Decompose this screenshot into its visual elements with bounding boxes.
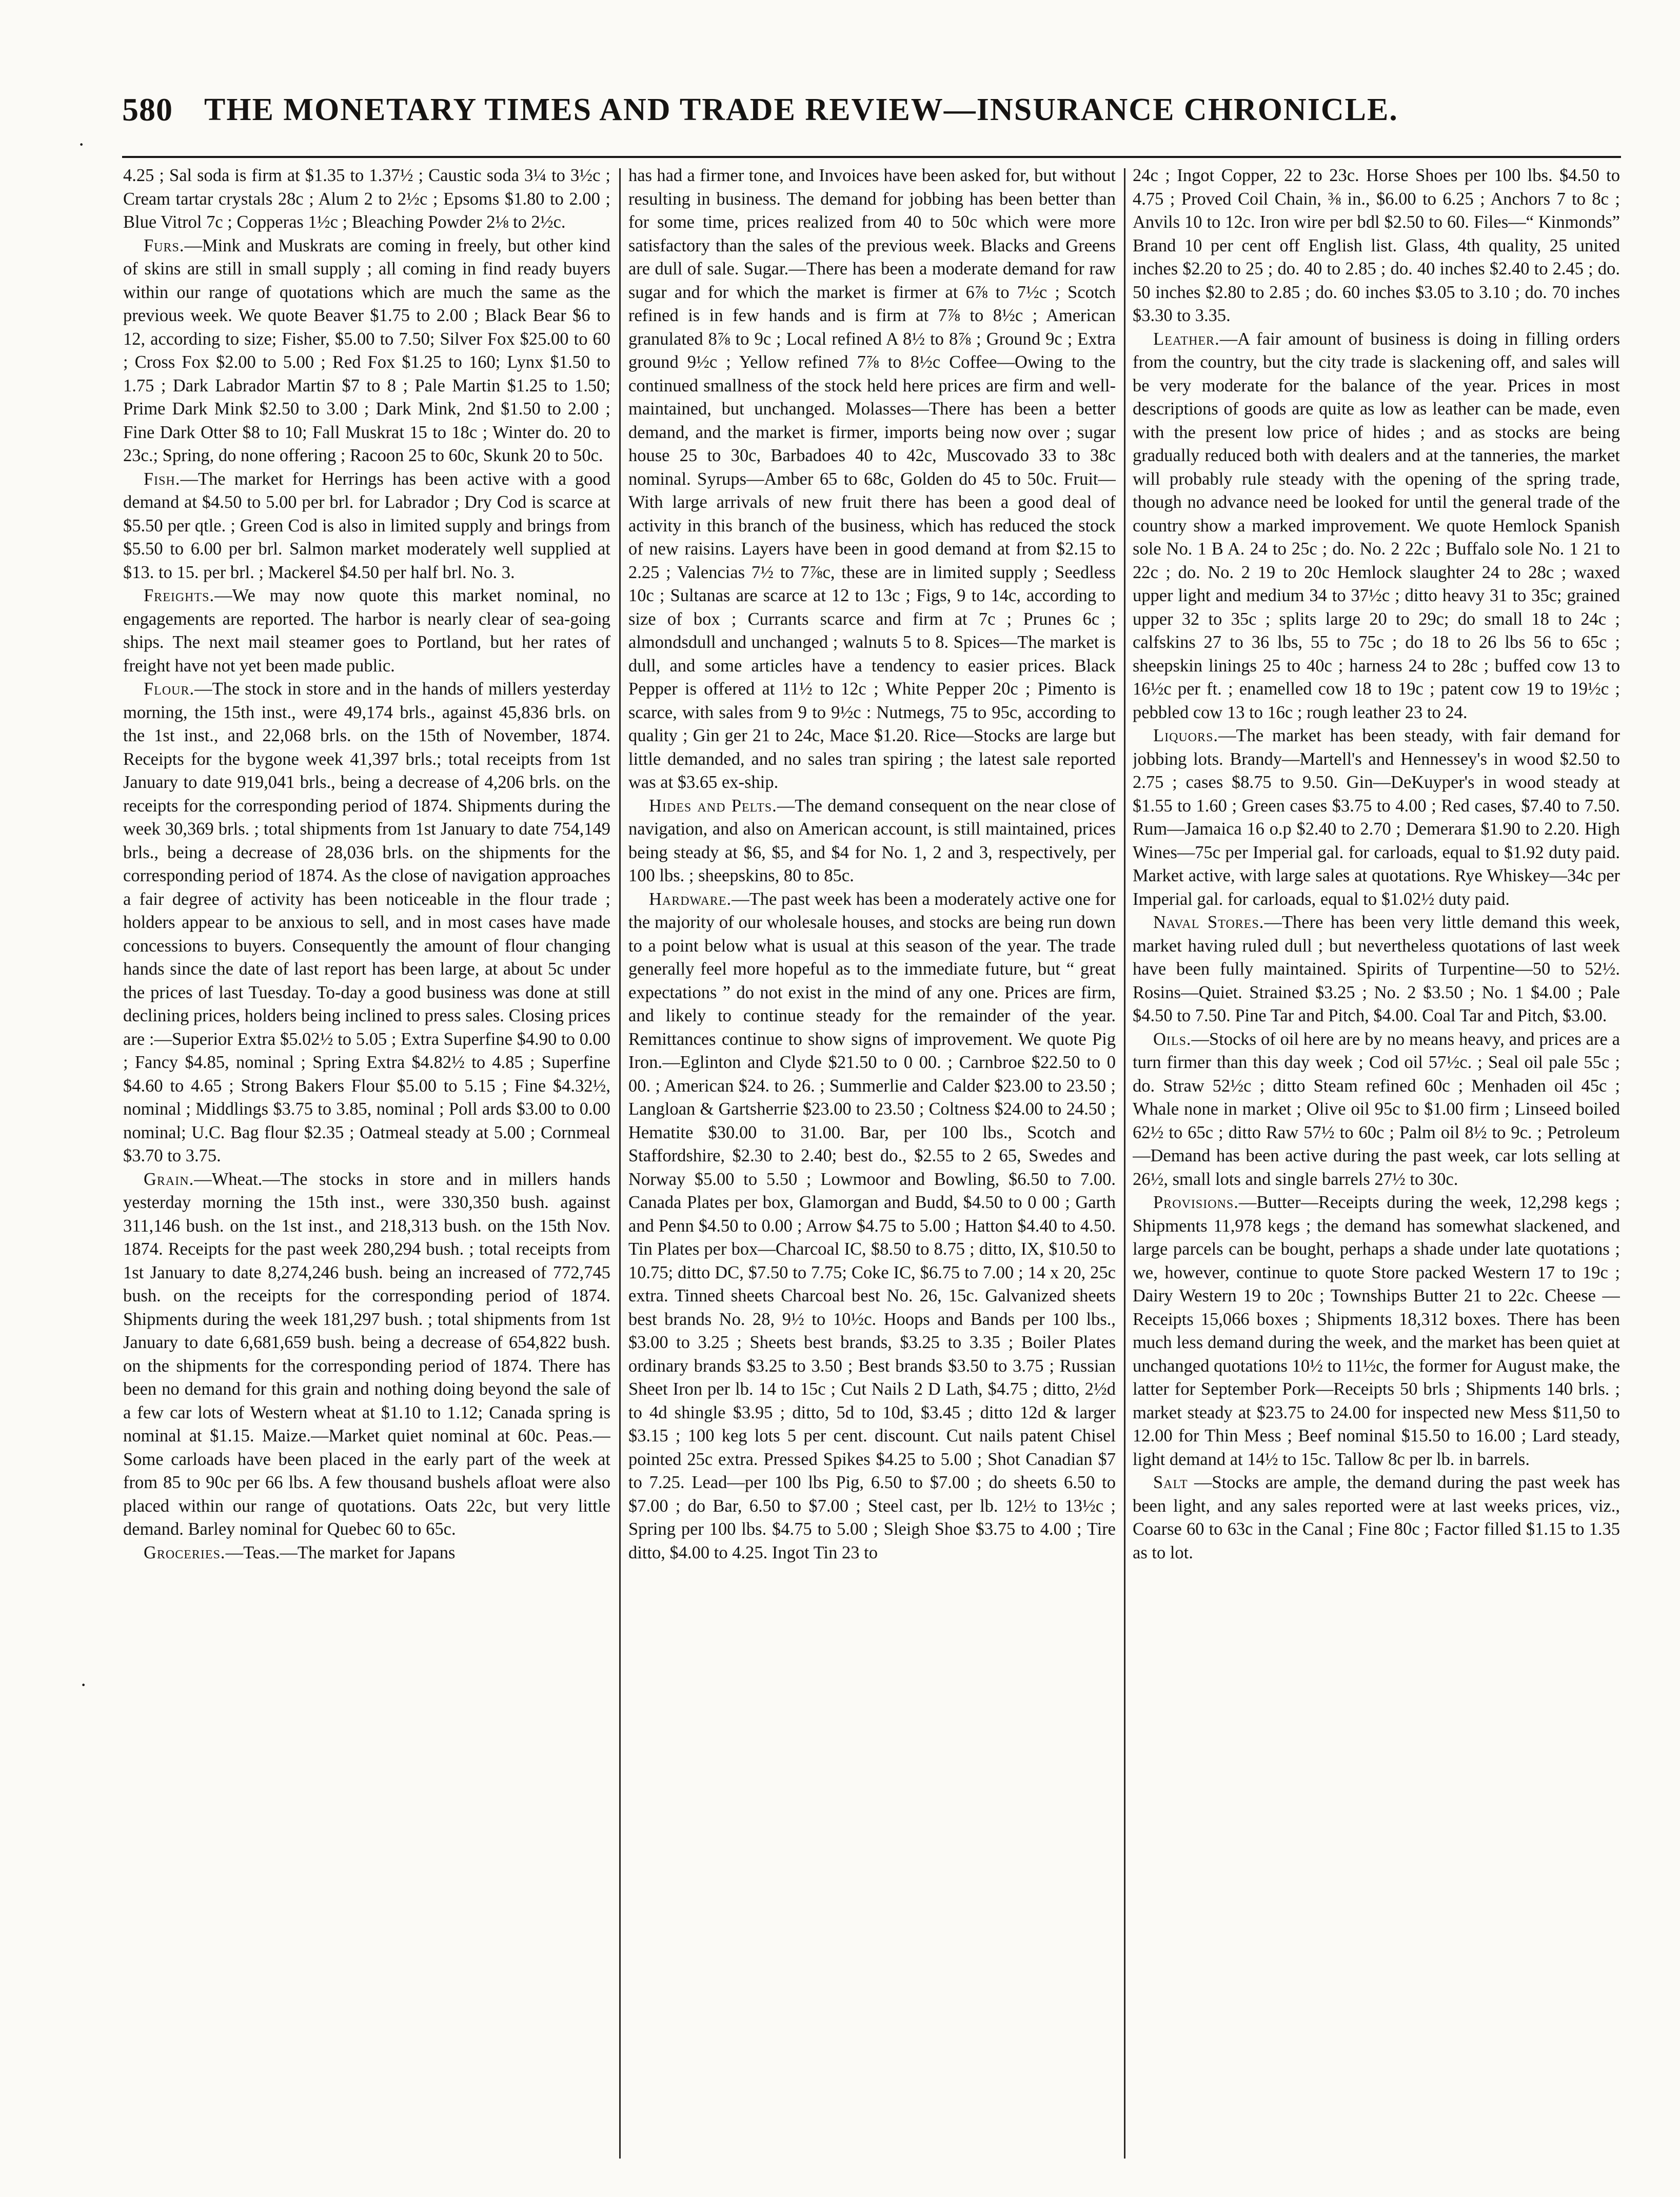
paragraph-text: —A fair amount of business is doing in filling orders from the country, but the city trade is slackening off, and sales will be very moderate for the balance of the year. Prices in most descriptions of goods are quite as low as leather can be made, even with the present low price of hides ; and as stocks are being gradually reduced both with dealers and at the tanneries, the market will probably rule steady with the opening of the spring trade, though no advance need be looked for until the general trade of the country show a marked improvement. We quote Hemlock Spanish sole No. 1 B A. 24 to 25c ; do. No. 2 22c ; Buffalo sole No. 1 21 to 22c ; do. No. 2 19 to 20c Hemlock slaughter 24 to 28c ; waxed upper light and medium 34 to 37½c ; ditto heavy 31 to 35c; grained upper 32 to 35c ; splits large 20 to 29c; do small 18 to 24c ; calfskins 27 to 36 lbs, 55 to 75c ; do 18 to 26 lbs 56 to 65c ; sheepskin linings 25 to 40c ; harness 24 to 28c ; buffed cow 13 to 16½c per ft. ; enamelled cow 18 to 19c ; patent cow 19 to 19½c ; pebbled cow 13 to 16c ; rough leather 23 to 24. [1133, 329, 1620, 722]
paragraph-text: —Teas.—The market for Japans [225, 1542, 456, 1562]
article-columns [123, 164, 1621, 2167]
column-1 [123, 164, 610, 2165]
section-heading: Naval Stores. [1153, 913, 1264, 932]
market-paragraph [123, 234, 610, 468]
market-paragraph [1133, 1471, 1620, 1565]
paragraph-text: —The market has been steady, with fair demand for jobbing lots. Brandy—Martell's and Hennessey's in wood $2.50 to 2.75 ; cases $8.75 to 9.50. Gin—DeKuyper's in wood steady at $1.55 to 1.60 ; Green cases $3.75 to 4.00 ; Red cases, $7.40 to 7.50. Rum—Jamaica 16 o.p $2.40 to 2.70 ; Demerara $1.90 to 2.20. High Wines—75c per Imperial gal. for carloads, equal to $1.92 duty paid. Market active, with large sales at quotations. Rye Whiskey—34c per Imperial gal. for carloads, equal to $1.02½ duty paid. [1133, 726, 1620, 909]
paragraph-text: —The past week has been a moderately active one for the majority of our wholesale houses, and stocks are being run down to a point below what is usual at this season of the year. The trade generally feel more hopeful as to the immediate future, but “ great expectations ” do not exist in the mind of any one. Prices are firm, and likely to continue steady for the remainder of the year. Remittances continue to show signs of improvement. We quote Pig Iron.—Eglinton and Clyde $21.50 to 0 00. ; Carnbroe $22.50 to 0 00. ; American $24. to 26. ; Summerlie and Calder $23.00 to 23.50 ; Langloan & Gartsherrie $23.00 to 23.50 ; Coltness $24.00 to 24.50 ; Hematite $30.00 to 31.00. Bar, per 100 lbs., Scotch and Staffordshire, $2.30 to 2.40; best do., $2.55 to 2 65, Swedes and Norway $5.00 to 5.50 ; Lowmoor and Bowling, $6.50 to 7.00. Canada Plates per box, Glamorgan and Budd, $4.50 to 0 00 ; Garth and Penn $4.50 to 0.00 ; Arrow $4.75 to 5.00 ; Hatton $4.40 to 4.50. Tin Plates per box—Charcoal IC, $8.50 to 8.75 ; ditto, IX, $10.50 to 10.75; ditto DC, $7.50 to 7.75; Coke IC, $6.75 to 7.00 ; 14 x 20, 25c extra. Tinned sheets Charcoal best No. 26, 15c. Galvanized sheets best brands No. 28, 9½ to 10½c. Hoops and Bands per 100 lbs., $3.00 to 3.25 ; Sheets best brands, $3.25 to 3.35 ; Boiler Plates ordinary brands $3.25 to 3.50 ; Best brands $3.50 to 3.75 ; Russian Sheet Iron per lb. 14 to 15c ; Cut Nails 2 D Lath, $4.75 ; ditto, 2½d to 4d shingle $3.95 ; ditto, 5d to 10d, $3.45 ; ditto 12d & larger $3.15 ; 100 keg lots 5 per cent. discount. Cut nails patent Chisel pointed 25c extra. Pressed Spikes $4.25 to 5.00 ; Shot Canadian $7 to 7.25. Lead—per 100 lbs Pig, 6.50 to $7.00 ; do sheets 6.50 to $7.00 ; do Bar, 6.50 to $7.00 ; Steel cast, per lb. 12½ to 13½c ; Spring per 100 lbs. $4.75 to 5.00 ; Sleigh Shoe $3.75 to 4.00 ; Tire ditto, $4.00 to 4.25. Ingot Tin 23 to [628, 889, 1116, 1562]
market-paragraph [628, 164, 1116, 795]
margin-mark: · [80, 1673, 87, 1696]
market-paragraph [1133, 164, 1620, 328]
section-heading: Salt [1153, 1473, 1188, 1492]
paragraph-text: —The market for Herrings has been active with a good demand at $4.50 to 5.00 per brl. for Labrador ; Dry Cod is scarce at $5.50 per qtle. ; Green Cod is also in limited supply and brings from $5.50 to 6.00 per brl. Salmon market moderately well supplied at $13. to 15. per brl. ; Mackerel $4.50 per half brl. No. 3. [123, 469, 610, 582]
journal-title: THE MONETARY TIMES AND TRADE REVIEW—INSURANCE CHRONICLE. [204, 92, 1398, 127]
paragraph-text: —Mink and Muskrats are coming in freely, but other kind of skins are still in small supply ; all coming in find ready buyers within our range of quotations which are much the same as the previous week. We quote Beaver $1.75 to 2.00 ; Black Bear $6 to 12, according to size; Fisher, $5.00 to 7.50; Silver Fox $25.00 to 60 ; Cross Fox $2.00 to 5.00 ; Red Fox $1.25 to 160; Lynx $1.50 to 1.75 ; Dark Labrador Martin $7 to 8 ; Pale Martin $1.25 to 1.50; Prime Dark Mink $2.50 to 3.00 ; Dark Mink, 2nd $1.50 to 2.00 ; Fine Dark Otter $8 to 10; Fall Muskrat 15 to 18c ; Winter do. 20 to 23c.; Spring, do none offering ; Racoon 25 to 60c, Skunk 20 to 50c. [123, 235, 610, 465]
section-heading: Oils. [1153, 1029, 1192, 1049]
market-paragraph [123, 1541, 610, 1565]
paragraph-text: —The demand consequent on the near close of navigation, and also on American account, is still maintained, prices being steady at $6, $5, and $4 for No. 1, 2 and 3, respectively, per 100 lbs. ; sheepskins, 80 to 85c. [628, 796, 1116, 885]
market-paragraph [123, 584, 610, 678]
section-heading: Hardware. [649, 889, 732, 909]
section-heading: Groceries. [144, 1542, 226, 1562]
paragraph-text: —Butter—Receipts during the week, 12,298 kegs ; Shipments 11,978 kegs ; the demand has somewhat slackened, and large parcels can be bought, perhaps a shade under late quotations ; we, however, continue to quote Store packed Western 17 to 19c ; Dairy Western 19 to 20c ; Townships Butter 21 to 22c. Cheese —Receipts 15,066 boxes ; Shipments 18,312 boxes. There has been much less demand during the week, and the market has been quiet at unchanged quotations 10½ to 11½c, the former for August make, the latter for September Pork—Receipts 50 brls ; Shipments 140 brls. ; market steady at $23.75 to 24.00 for inspected new Mess $11,50 to 12.00 for Thin Mess ; Beef nominal $15.50 to 16.00 ; Lard steady, light demand at 14½ to 15c. Tallow 8c per lb. in barrels. [1133, 1193, 1620, 1469]
paragraph-text: —Stocks of oil here are by no means heavy, and prices are a turn firmer than this day week ; Cod oil 57½c. ; Seal oil pale 55c ; do. Straw 52½c ; ditto Steam refined 60c ; Menhaden oil 45c ; Whale none in market ; Olive oil 95c to $1.00 firm ; Linseed boiled 62½ to 65c ; ditto Raw 57½ to 60c ; Palm oil 8½ to 9c. ; Petroleum—Demand has been active during the past week, car lots selling at 26½, small lots and single barrels 27½ to 30c. [1133, 1029, 1620, 1189]
market-paragraph [123, 468, 610, 585]
section-heading: Provisions. [1153, 1193, 1239, 1212]
market-paragraph [1133, 328, 1620, 725]
paragraph-text: —Wheat.—The stocks in store and in millers hands yesterday morning the 15th inst., were 330,350 bush. against 311,146 bush. on the 1st inst., and 218,313 bush. on the 15th Nov. 1874. Receipts for the past week 280,294 bush. ; total receipts from 1st January to date 8,274,246 bush. being an increased of 772,745 bush. on the receipts for the corresponding period of 1874. Shipments during the week 181,297 bush. ; total shipments from 1st January to date 6,681,659 bush. being a decrease of 654,822 bush. on the shipments for the corresponding period of 1874. There has been no demand for this grain and nothing doing beyond the sale of a few car lots of Western wheat at $1.10 to 1.12; Canada spring is nominal at $1.15. Maize.—Market quiet nominal at 60c. Peas.—Some carloads have been placed in the early part of the week at from 85 to 90c per 66 lbs. A few thousand bushels afloat were also placed within our range of quotations. Oats 22c, but very little demand. Barley nominal for Quebec 60 to 65c. [123, 1169, 610, 1539]
masthead [122, 86, 1620, 133]
section-heading: Flour. [144, 679, 195, 699]
section-heading: Grain. [144, 1169, 194, 1189]
market-paragraph [1133, 724, 1620, 911]
column-2 [628, 164, 1116, 2165]
paragraph-text: —The stock in store and in the hands of millers yesterday morning, the 15th inst., were 49,174 brls., against 45,836 brls. on the 1st inst., and 22,068 brls. on the 15th of November, 1874. Receipts for the bygone week 41,397 brls.; total receipts from 1st January to date 919,041 brls., being a decrease of 4,206 brls. on the receipts for the corresponding period of 1874. Shipments during the week 30,369 brls. ; total shipments from 1st January to date 754,149 brls., being a decrease of 28,036 brls. on the shipments for the corresponding period of 1874. As the close of navigation approaches a fair degree of activity has been noticeable in the flour trade ; holders appear to be anxious to sell, and in most cases have made concessions to buyers. Consequently the amount of flour changing hands since the date of last report has been large, at about 5c under the prices of last Tuesday. To-day a good business was done at still declining prices, holders being inclined to press sales. Closing prices are :—Superior Extra $5.02½ to 5.05 ; Extra Superfine $4.90 to 0.00 ; Fancy $4.85, nominal ; Spring Extra $4.82½ to 4.85 ; Superfine $4.60 to 4.65 ; Strong Bakers Flour $5.00 to 5.15 ; Fine $4.32½, nominal ; Middlings $3.75 to 3.85, nominal ; Poll ards $3.00 to 0.00 nominal; U.C. Bag flour $2.35 ; Oatmeal steady at 5.00 ; Cornmeal $3.70 to 3.75. [123, 679, 610, 1165]
header-rule [122, 156, 1621, 158]
column-3 [1133, 164, 1620, 2165]
paragraph-text: —Stocks are ample, the demand during the past week has been light, and any sales reported were at last weeks prices, viz., Coarse 60 to 63c in the Canal ; Fine 80c ; Factor filled $1.15 to 1.35 as to lot. [1133, 1473, 1620, 1562]
paragraph-text: 4.25 ; Sal soda is firm at $1.35 to 1.37½ ; Caustic soda 3¼ to 3½c ; Cream tartar crystals 28c ; Alum 2 to 2½c ; Epsoms $1.80 to 2.00 ; Blue Vitrol 7c ; Copperas 1½c ; Bleaching Powder 2⅛ to 2½c. [123, 166, 610, 232]
section-heading: Fish. [144, 469, 181, 489]
market-paragraph [123, 1168, 610, 1541]
market-paragraph [1133, 1191, 1620, 1471]
column-divider [619, 168, 621, 2159]
market-paragraph [123, 164, 610, 234]
market-paragraph [1133, 1028, 1620, 1192]
market-paragraph [628, 888, 1116, 1565]
market-paragraph [123, 678, 610, 1168]
margin-mark: · [78, 133, 85, 156]
section-heading: Leather. [1153, 329, 1220, 349]
market-paragraph [628, 795, 1116, 888]
section-heading: Liquors. [1153, 726, 1219, 745]
page-number: 580 [122, 91, 173, 128]
section-heading: Furs. [144, 235, 185, 255]
paragraph-text: 24c ; Ingot Copper, 22 to 23c. Horse Shoes per 100 lbs. $4.50 to 4.75 ; Proved Coil Chain, ⅜ in., $6.00 to 6.25 ; Anchors 7 to 8c ; Anvils 10 to 12c. Iron wire per bdl $2.50 to 60. Files—“ Kinmonds” Brand 10 per cent off English list. Glass, 4th quality, 25 united inches $2.20 to 25 ; do. 40 to 2.85 ; do. 40 inches $2.40 to 2.45 ; do. 50 inches $2.80 to 2.85 ; do. 60 inches $3.05 to 3.10 ; do. 70 inches $3.30 to 3.35. [1133, 166, 1620, 325]
paragraph-text: —There has been very little demand this week, market having ruled dull ; but nevertheless quotations of last week have been fully maintained. Spirits of Turpentine—50 to 52½. Rosins—Quiet. Strained $3.25 ; No. 2 $3.50 ; No. 1 $4.00 ; Pale $4.50 to 7.50. Pine Tar and Pitch, $4.00. Coal Tar and Pitch, $3.00. [1133, 913, 1620, 1025]
market-paragraph [1133, 911, 1620, 1028]
section-heading: Freights. [144, 586, 215, 605]
column-divider [1124, 168, 1125, 2159]
section-heading: Hides and Pelts. [649, 796, 777, 816]
paragraph-text: has had a firmer tone, and Invoices have been asked for, but without resulting in business. The demand for jobbing has been better than for some time, prices realized from 40 to 50c which were more satisfactory than the sales of the previous week. Blacks and Greens are dull of sale. Sugar.—There has been a moderate demand for raw sugar and for which the market is firmer at 6⅞ to 7½c ; Scotch refined is in few hands and is firm at 7⅞ to 8½c ; American granulated 8⅞ to 9c ; Local refined A 8½ to 8⅞ ; Ground 9c ; Extra ground 9½c ; Yellow refined 7⅞ to 8½c Coffee—Owing to the continued smallness of the stock held here prices are firm and well-maintained, but unchanged. Molasses—There has been a better demand, and the market is firmer, imports being now over ; sugar house 25 to 30c, Barbadoes 40 to 42c, Muscovado 33 to 38c nominal. Syrups—Amber 65 to 68c, Golden do 45 to 50c. Fruit—With large arrivals of new fruit there has been a good deal of activity in this branch of the business, which has reduced the stock of new raisins. Layers have been in good demand at from $2.15 to 2.25 ; Valencias 7½ to 7⅞c, these are in limited supply ; Seedless 10c ; Sultanas are scarce at 12 to 13c ; Figs, 9 to 14c, according to size of box ; Currants scarce and firm at 7c ; Prunes 6c ; almondsdull and unchanged ; walnuts 5 to 8. Spices—The market is dull, and some articles have a tendency to easier prices. Black Pepper is offered at 11½ to 12c ; White Pepper 20c ; Pimento is scarce, with sales from 9 to 9½c : Nutmegs, 75 to 95c, according to quality ; Gin ger 21 to 24c, Mace $1.20. Rice—Stocks are large but little demanded, and no sales tran spiring ; the latest sale reported was at $3.65 ex-ship. [628, 166, 1116, 792]
paragraph-text: —We may now quote this market nominal, no engagements are reported. The harbor is nearly clear of sea-going ships. The next mail steamer goes to Portland, but her rates of freight have not yet been made public. [123, 586, 610, 676]
